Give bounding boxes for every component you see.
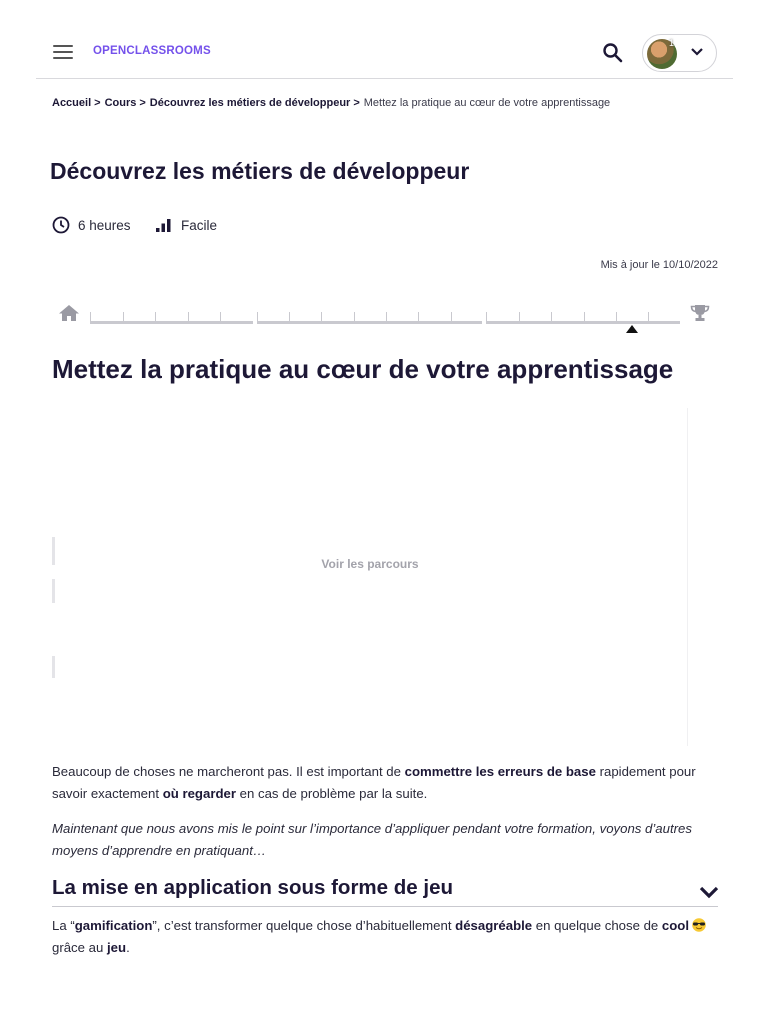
progress-step[interactable]: [584, 312, 585, 322]
paragraph-emphasis: commettre les erreurs de base: [404, 764, 596, 779]
breadcrumb-separator: >: [353, 97, 360, 109]
italic-paragraph: Maintenant que nous avons mis le point sur l’importance d’appliquer pendant votre formation, voyons d’autres moyens d’apprendre en pratiquant…: [52, 821, 692, 858]
video-player[interactable]: [52, 408, 688, 746]
breadcrumb: [52, 97, 610, 109]
progress-step[interactable]: [220, 312, 221, 322]
duration-text: 6 heures: [78, 217, 131, 233]
progress-step[interactable]: [451, 312, 452, 322]
progress-step[interactable]: [486, 312, 487, 322]
clock-icon: [52, 216, 70, 234]
progress-step[interactable]: [386, 312, 387, 322]
progress-step[interactable]: [155, 312, 156, 322]
progress-part-2[interactable]: [257, 312, 482, 324]
paragraph-text: La “: [52, 918, 75, 933]
breadcrumb-link-home[interactable]: Accueil: [52, 97, 92, 109]
progress-step[interactable]: [90, 312, 91, 322]
course-duration: [52, 216, 131, 234]
chapter-title: Mettez la pratique au cœur de votre apprentissage: [52, 354, 674, 384]
progress-step[interactable]: [188, 312, 189, 322]
notification-count: 1: [669, 38, 675, 48]
paragraph-text: en quelque chose de: [532, 918, 662, 933]
progress-step[interactable]: [616, 312, 617, 322]
paragraph-text: grâce au: [52, 940, 107, 955]
chevron-down-icon: [690, 45, 704, 64]
section-title: La mise en application sous forme de jeu: [52, 876, 453, 899]
breadcrumb-link-courses[interactable]: Cours: [104, 97, 137, 109]
paragraph-emphasis: jeu: [107, 940, 127, 955]
paragraph-emphasis: cool: [661, 918, 690, 933]
course-level: [155, 216, 217, 234]
progress-step[interactable]: [354, 312, 355, 322]
sunglasses-emoji-icon: [691, 917, 707, 931]
paragraph-emphasis: gamification: [74, 918, 153, 933]
current-chapter-marker: [626, 325, 638, 333]
paragraph: [52, 915, 722, 959]
openclassrooms-logo[interactable]: OPENCLASSROOMS: [93, 45, 211, 57]
section-divider: [52, 906, 718, 907]
top-navigation-bar: [36, 0, 733, 79]
course-title: Découvrez les métiers de développeur: [50, 158, 470, 184]
video-edge: [52, 579, 55, 603]
difficulty-bars-icon: [155, 216, 173, 234]
chevron-down-icon[interactable]: [698, 884, 720, 905]
progress-step[interactable]: [321, 312, 322, 322]
home-icon[interactable]: [58, 304, 80, 327]
progress-step[interactable]: [551, 312, 552, 322]
breadcrumb-link-course[interactable]: Découvrez les métiers de développeur: [149, 97, 351, 109]
breadcrumb-separator: >: [139, 97, 146, 109]
paragraph: [52, 761, 722, 805]
breadcrumb-separator: >: [94, 97, 101, 109]
last-updated: Mis à jour le 10/10/2022: [600, 259, 718, 271]
paragraph-text: rapidement pour savoir exactement: [52, 764, 696, 801]
video-edge: [52, 656, 55, 678]
user-menu-button[interactable]: [642, 34, 717, 72]
paragraph-emphasis: où regarder: [162, 786, 236, 801]
view-paths-link[interactable]: Voir les parcours: [321, 557, 419, 571]
menu-icon[interactable]: [53, 45, 73, 61]
progress-step[interactable]: [289, 312, 290, 322]
breadcrumb-current: Mettez la pratique au cœur de votre apprentissage: [363, 97, 611, 109]
paragraph-text: Beaucoup de choses ne marcheront pas. Il est important de: [52, 764, 405, 779]
progress-part-1[interactable]: [90, 312, 253, 324]
paragraph-text: .: [126, 940, 130, 955]
paragraph-emphasis: désagréable: [455, 918, 533, 933]
progress-step[interactable]: [519, 312, 520, 322]
level-text: Facile: [181, 217, 218, 233]
progress-step[interactable]: [257, 312, 258, 322]
search-icon[interactable]: [602, 42, 624, 64]
progress-step[interactable]: [123, 312, 124, 322]
trophy-icon[interactable]: [689, 304, 711, 327]
paragraph-text: en cas de problème par la suite.: [235, 786, 428, 801]
progress-step[interactable]: [648, 312, 649, 322]
progress-step[interactable]: [418, 312, 419, 322]
paragraph-text: ”, c’est transformer quelque chose d’habituellement: [152, 918, 456, 933]
progress-part-3[interactable]: [486, 312, 680, 324]
